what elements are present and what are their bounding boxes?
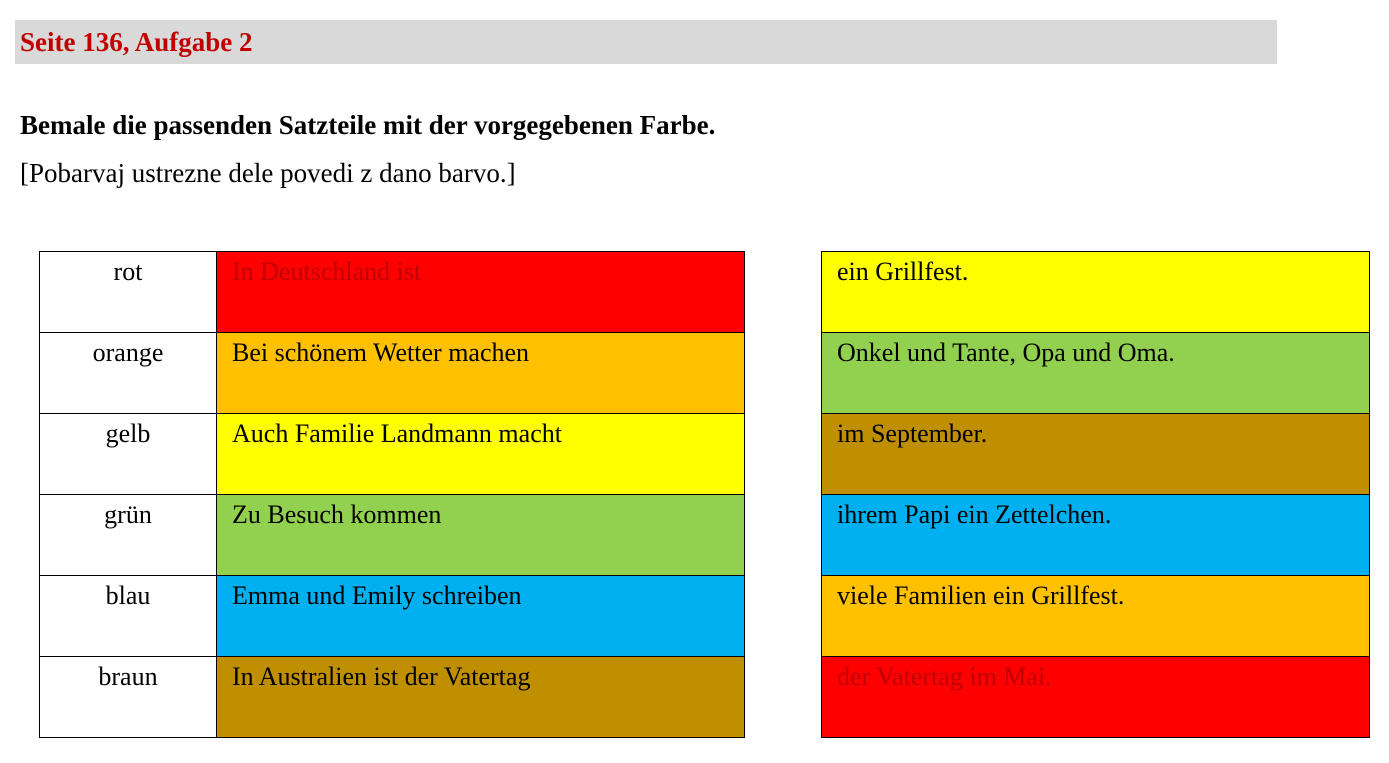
sentence-start-cell: Bei schönem Wetter machen [217,333,745,414]
sentence-start-cell: Zu Besuch kommen [217,495,745,576]
table-row [40,495,745,576]
sentence-start-cell: In Deutschland ist [217,252,745,333]
table-row [822,657,1370,738]
table-row [822,576,1370,657]
sentence-end-cell: Onkel und Tante, Opa und Oma. [822,333,1370,414]
sentence-end-cell: viele Familien ein Grillfest. [822,576,1370,657]
table-row [40,333,745,414]
table-row [822,252,1370,333]
header-bar [15,20,1277,64]
table-row [822,414,1370,495]
sentence-start-cell: Auch Familie Landmann macht [217,414,745,495]
translation-text: [Pobarvaj ustrezne dele povedi z dano barvo.] [20,158,516,188]
sentence-end-cell: ihrem Papi ein Zettelchen. [822,495,1370,576]
color-name-cell: gelb [40,414,217,495]
page-title: Seite 136, Aufgabe 2 [20,26,253,57]
table-row [822,333,1370,414]
table-row [40,657,745,738]
table-row [822,495,1370,576]
color-name-cell: blau [40,576,217,657]
color-prompt-table [39,251,745,738]
color-name-cell: orange [40,333,217,414]
sentence-start-cell: Emma und Emily schreiben [217,576,745,657]
color-name-cell: rot [40,252,217,333]
sentence-start-cell: In Australien ist der Vatertag [217,657,745,738]
table-row [40,576,745,657]
instruction-text: Bemale die passenden Satzteile mit der vorgegebenen Farbe. [20,110,716,140]
table-row [40,252,745,333]
color-name-cell: braun [40,657,217,738]
color-name-cell: grün [40,495,217,576]
sentence-ending-table [821,251,1370,738]
sentence-end-cell: ein Grillfest. [822,252,1370,333]
table-row [40,414,745,495]
sentence-end-cell: im September. [822,414,1370,495]
sentence-end-cell: der Vatertag im Mai. [822,657,1370,738]
